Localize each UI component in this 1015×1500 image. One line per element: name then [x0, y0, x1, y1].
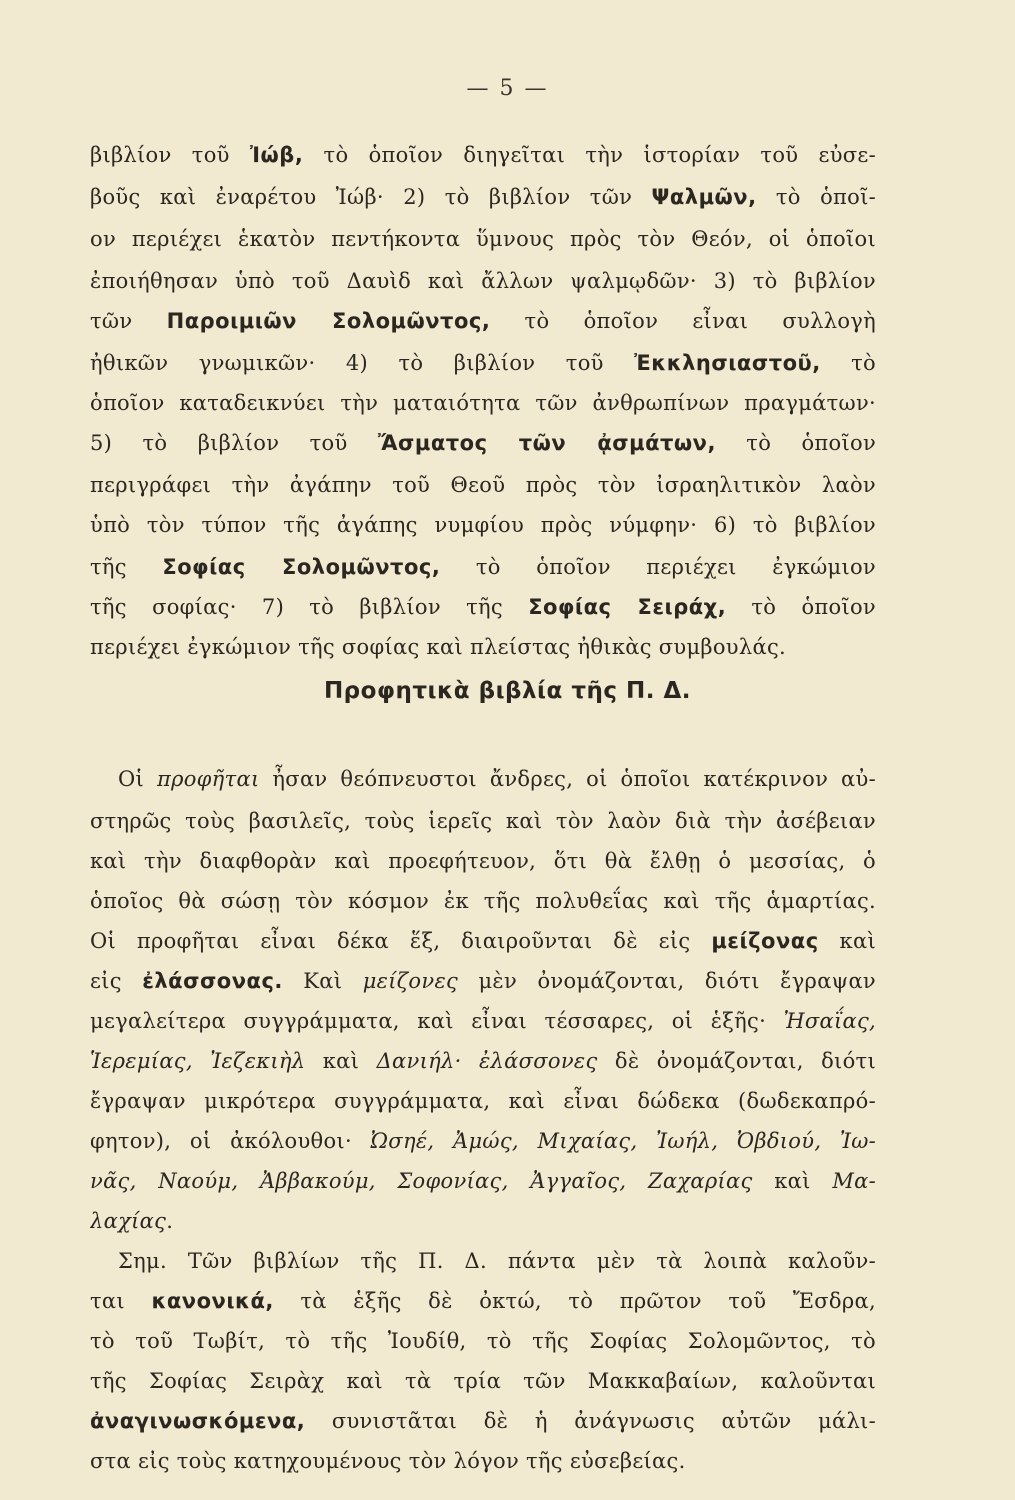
text-line: Οἱ προφῆται εἶναι δέκα ἕξ, διαιροῦνται δὲ εἰς μείζονας καὶ: [90, 929, 876, 953]
text-line: βοῦς καὶ ἐναρέτου Ἰώβ· 2) τὸ βιβλίον τῶν Ψαλμῶν, τὸ ὁποῖ-: [90, 185, 876, 209]
text-line: ὁποῖον καταδεικνύει τὴν ματαιότητα τῶν ἀνθρωπίνων πραγμάτων·: [90, 391, 876, 415]
text-line: ὁποῖος θὰ σώσῃ τὸν κόσμον ἐκ τῆς πολυθεΐας καὶ τῆς ἁμαρτίας.: [90, 889, 876, 913]
text-line: τῆς Σοφίας Σειρὰχ καὶ τὰ τρία τῶν Μακκαβαίων, καλοῦνται: [90, 1369, 876, 1393]
text-line: βιβλίον τοῦ Ἰώβ, τὸ ὁποῖον διηγεῖται τὴν ἱστορίαν τοῦ εὐσε-: [90, 143, 876, 167]
text-line: 5) τὸ βιβλίον τοῦ Ἄσματος τῶν ᾀσμάτων, τὸ ὁποῖον: [90, 431, 876, 455]
text-line: ον περιέχει ἑκατὸν πεντήκοντα ὕμνους πρὸς τὸν Θεόν, οἱ ὁποῖοι: [90, 227, 876, 251]
text-line: μεγαλείτερα συγγράμματα, καὶ εἶναι τέσσαρες, οἱ ἑξῆς· Ἠσαΐας,: [90, 1009, 876, 1033]
text-line: ἔγραψαν μικρότερα συγγράμματα, καὶ εἶναι δώδεκα (δωδεκαπρό-: [90, 1089, 876, 1113]
text-line: Ἱερεμίας, Ἰεζεκιὴλ καὶ Δανιήλ· ἐλάσσονες δὲ ὀνομάζονται, διότι: [90, 1049, 876, 1073]
text-line: ται κανονικά, τὰ ἑξῆς δὲ ὀκτώ, τὸ πρῶτον τοῦ Ἔσδρα,: [90, 1289, 876, 1313]
text-line: τῶν Παροιμιῶν Σολομῶντος, τὸ ὁποῖον εἶναι συλλογὴ: [90, 309, 876, 333]
text-line: στηρῶς τοὺς βασιλεῖς, τοὺς ἱερεῖς καὶ τὸν λαὸν διὰ τὴν ἀσέβειαν: [90, 809, 876, 833]
text-line: τῆς σοφίας· 7) τὸ βιβλίον τῆς Σοφίας Σειράχ, τὸ ὁποῖον: [90, 595, 876, 619]
text-line: περιγράφει τὴν ἀγάπην τοῦ Θεοῦ πρὸς τὸν ἰσραηλιτικὸν λαὸν: [90, 473, 876, 497]
text-line: ὑπὸ τὸν τύπον τῆς ἀγάπης νυμφίου πρὸς νύμφην· 6) τὸ βιβλίον: [90, 513, 876, 537]
text-line: ἠθικῶν γνωμικῶν· 4) τὸ βιβλίον τοῦ Ἐκκλησιαστοῦ, τὸ: [90, 351, 876, 375]
text-line: τῆς Σοφίας Σολομῶντος, τὸ ὁποῖον περιέχει ἐγκώμιον: [90, 555, 876, 579]
text-line: νᾶς, Ναούμ, Ἀββακούμ, Σοφονίας, Ἀγγαῖος, Ζαχαρίας καὶ Μα-: [90, 1169, 876, 1193]
text-line: τὸ τοῦ Τωβίτ, τὸ τῆς Ἰουδίθ, τὸ τῆς Σοφίας Σολομῶντος, τὸ: [90, 1329, 876, 1353]
text-line: καὶ τὴν διαφθορὰν καὶ προεφήτευον, ὅτι θὰ ἔλθῃ ὁ μεσσίας, ὁ: [90, 849, 876, 873]
text-line: Σημ. Τῶν βιβλίων τῆς Π. Δ. πάντα μὲν τὰ λοιπὰ καλοῦν-: [118, 1249, 876, 1273]
text-line: λαχίας.: [90, 1209, 174, 1233]
text-line: περιέχει ἐγκώμιον τῆς σοφίας καὶ πλείστας ἠθικὰς συμβουλάς.: [90, 635, 786, 659]
text-line: ἀναγινωσκόμενα, συνιστᾶται δὲ ἡ ἀνάγνωσις αὐτῶν μάλι-: [90, 1409, 876, 1433]
page-number: — 5 —: [466, 76, 549, 101]
text-line: Οἱ προφῆται ἦσαν θεόπνευστοι ἄνδρες, οἱ ὁποῖοι κατέκρινον αὐ-: [118, 767, 876, 791]
text-line: φητον), οἱ ἀκόλουθοι· Ὠσηέ, Ἀμώς, Μιχαίας, Ἰωήλ, Ὀβδιού, Ἰω-: [90, 1129, 876, 1153]
text-line: εἰς ἐλάσσονας. Καὶ μείζονες μὲν ὀνομάζονται, διότι ἔγραψαν: [90, 969, 876, 993]
text-line: ἐποιήθησαν ὑπὸ τοῦ Δαυὶδ καὶ ἄλλων ψαλμῳδῶν· 3) τὸ βιβλίον: [90, 269, 876, 293]
text-line: στα εἰς τοὺς κατηχουμένους τὸν λόγον τῆς εὐσεβείας.: [90, 1449, 686, 1473]
section-heading: Προφητικὰ βιβλία τῆς Π. Δ.: [323, 678, 692, 704]
